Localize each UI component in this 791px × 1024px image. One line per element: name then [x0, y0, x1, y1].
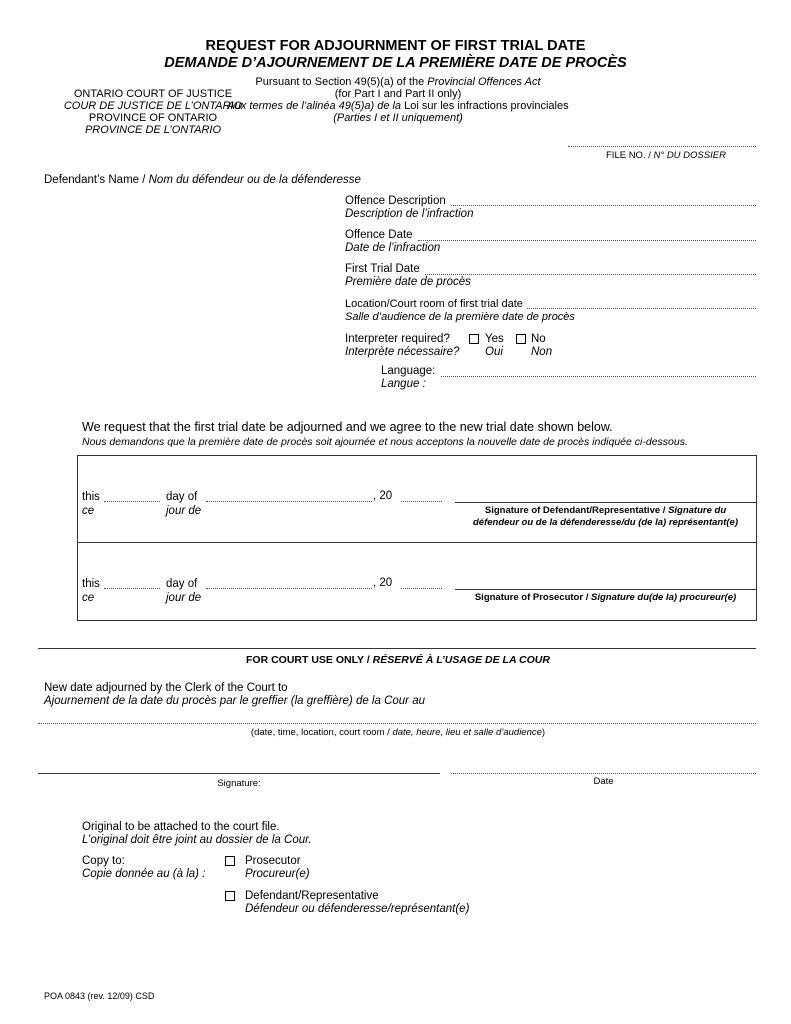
clerk-date-label: Date	[593, 776, 614, 787]
prosecutor-date-this-label: this ce	[82, 578, 100, 604]
offence-description-label: Offence Description Description de l’infraction	[345, 195, 474, 220]
prosecutor-signature-line[interactable]	[455, 589, 756, 590]
defendant-year-field[interactable]	[401, 501, 442, 502]
defendant-day-field[interactable]	[104, 501, 160, 502]
prosecutor-year-prefix: , 20	[373, 577, 393, 589]
language-field[interactable]	[441, 376, 756, 377]
province-fr: PROVINCE DE L’ONTARIO	[84, 124, 222, 136]
clerk-signature-label: Signature:	[217, 778, 261, 789]
pursuant-block	[220, 76, 576, 124]
pursuant-line1: Pursuant to Section 49(5)(a) of the Provincial Offences Act	[255, 76, 541, 88]
prosecutor-month-field[interactable]	[206, 588, 372, 589]
original-note: Original to be attached to the court file. L’original doit être joint au dossier de la Cour.	[82, 821, 312, 846]
prosecutor-day-field[interactable]	[104, 588, 160, 589]
court-use-heading: FOR COURT USE ONLY / RÉSERVÉ À L’USAGE DE LA COUR	[246, 654, 550, 666]
new-date-label: New date adjourned by the Clerk of the Court to Ajournement de la date du procès par le greffier (la greffière) de la Cour au	[44, 682, 425, 707]
request-text-en: We request that the first trial date be adjourned and we agree to the new trial date shown below.	[82, 420, 613, 434]
province-en: PROVINCE OF ONTARIO	[88, 112, 218, 124]
location-field[interactable]	[527, 308, 756, 309]
form-title-fr: DEMANDE D’AJOURNEMENT DE LA PREMIÈRE DATE DE PROCÈS	[164, 55, 627, 71]
interpreter-yes-label: Yes Oui	[485, 333, 504, 358]
copy-prosecutor-label: Prosecutor Procureur(e)	[245, 855, 310, 880]
new-date-details-label: (date, time, location, court room / date, heure, lieu et salle d’audience)	[250, 727, 546, 738]
form-id: POA 0843 (rev. 12/09) CSD	[44, 991, 155, 1001]
interpreter-yes-checkbox[interactable]	[469, 334, 479, 344]
pursuant-line3: Aux termes de l’alinéa 49(5)a) de la Loi sur les infractions provinciales	[227, 100, 569, 112]
first-trial-date-label: First Trial Date Première date de procès	[345, 263, 471, 288]
defendant-date-this-label: this ce	[82, 491, 100, 517]
defendant-signature-label: Signature of Defendant/Representative / Signature du défendeur ou de la défenderesse/du (de la) représentant(e)	[472, 505, 738, 528]
defendant-date-dayof-label: day of jour de	[166, 491, 202, 517]
court-name-fr: COUR DE JUSTICE DE L’ONTARIO	[63, 100, 243, 112]
copy-defendant-label: Defendant/Representative Défendeur ou défenderesse/représentant(e)	[245, 890, 470, 915]
clerk-date-field[interactable]	[451, 773, 756, 774]
defendant-name-label: Defendant’s Name / Nom du défendeur ou de la défenderesse	[44, 174, 361, 186]
court-name-en: ONTARIO COURT OF JUSTICE	[73, 88, 233, 100]
file-number-label: FILE NO. / N° DU DOSSIER	[606, 150, 726, 161]
file-number-field[interactable]	[568, 146, 756, 147]
prosecutor-date-dayof-label: day of jour de	[166, 578, 202, 604]
pursuant-line2: (for Part I and Part II only)	[334, 88, 462, 100]
signature-box-divider	[77, 542, 757, 543]
copy-prosecutor-checkbox[interactable]	[225, 856, 235, 866]
interpreter-label: Interpreter required? Interprète nécessaire?	[345, 333, 460, 358]
interpreter-no-label: No Non	[531, 333, 553, 358]
request-text-fr: Nous demandons que la première date de procès soit ajournée et nous acceptons la nouvelle date de procès indiquée ci-dessous.	[82, 436, 688, 448]
location-label: Location/Court room of first trial date Salle d’audience de la première date de procès	[345, 298, 575, 323]
offence-date-field[interactable]	[418, 240, 756, 241]
language-label: Language: Langue :	[381, 365, 436, 390]
defendant-signature-line[interactable]	[455, 502, 756, 503]
form-title-en: REQUEST FOR ADJOURNMENT OF FIRST TRIAL DATE	[205, 38, 586, 54]
copy-to-label: Copy to: Copie donnée au (à la) :	[82, 855, 206, 880]
interpreter-no-checkbox[interactable]	[516, 334, 526, 344]
defendant-year-prefix: , 20	[373, 490, 393, 502]
prosecutor-signature-label: Signature of Prosecutor / Signature du(de la) procureur(e)	[474, 592, 737, 603]
prosecutor-year-field[interactable]	[401, 588, 442, 589]
offence-description-field[interactable]	[451, 205, 756, 206]
offence-date-label: Offence Date Date de l’infraction	[345, 229, 441, 254]
first-trial-date-field[interactable]	[425, 274, 756, 275]
new-date-field[interactable]	[38, 723, 756, 724]
court-use-divider	[38, 648, 756, 649]
copy-defendant-checkbox[interactable]	[225, 891, 235, 901]
defendant-month-field[interactable]	[206, 501, 372, 502]
pursuant-line4: (Parties I et II uniquement)	[333, 112, 463, 124]
clerk-signature-line[interactable]	[38, 773, 440, 774]
